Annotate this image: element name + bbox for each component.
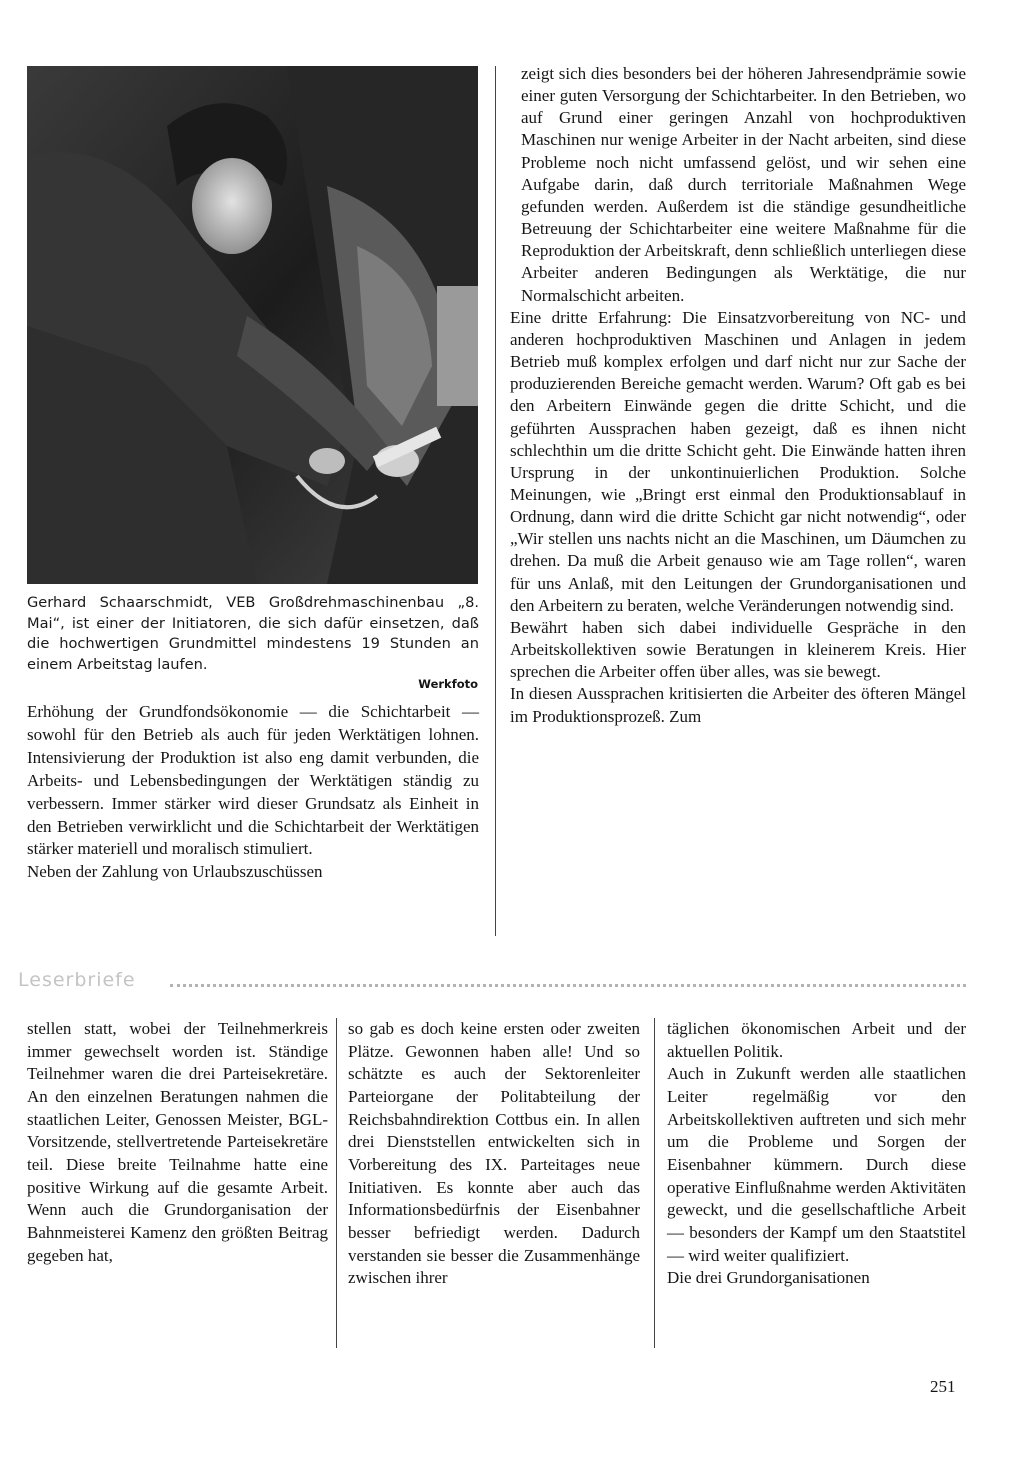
paragraph: Bewährt haben sich dabei individuelle Gespräche in den Arbeitskollektiven sowie Beratungen in kleinerem Kreis. Hier sprechen die Arbeiter offen über alles, was sie bewegt. [510, 617, 966, 682]
photo-caption: Gerhard Schaarschmidt, VEB Großdrehmaschinenbau „8. Mai“, ist einer der Initiatoren, die sich dafür einsetzen, daß die hochwertigen Grundmittel mindestens 19 Stunden an einem Arbeitstag laufen. [27, 594, 479, 673]
letter-column-1 [27, 1018, 328, 1267]
photo-illustration [27, 66, 478, 584]
photo-credit: Werkfoto [418, 677, 478, 691]
paragraph: zeigt sich dies besonders bei der höheren Jahresendprämie sowie einer guten Versorgung der Schichtarbeiter. In den Betrieben, wo auf Grund einer geringen Anzahl von hochproduktiven Maschinen nur wenige Arbeiter in der Nacht arbeiten, sind diese Probleme noch nicht umfassend gelöst, und wir sehen eine Aufgabe darin, daß durch territoriale Maßnahmen Wege gefunden werden. Außerdem ist die ständige gesundheitliche Betreuung der Schichtarbeiter eine weitere Maßnahme für die Reproduktion der Arbeitskraft, denn schließlich unterliegen diese Arbeiter anderen Bedingungen als Werktätige, die nur Normalschicht arbeiten. [521, 64, 966, 305]
article-right-column [510, 63, 966, 728]
column-divider [336, 1018, 337, 1348]
letter-column-2 [348, 1018, 640, 1290]
paragraph: Auch in Zukunft werden alle staatlichen Leiter regelmäßig vor den Arbeitskollektiven auftreten und sich mehr um die Probleme und Sorgen der Eisenbahner kümmern. Durch diese operative Einflußnahme werden Aktivitäten geweckt, und die gesellschaftliche Arbeit — besonders der Kampf um den Staatstitel — wird weiter qualifiziert. [667, 1064, 966, 1265]
paragraph: stellen statt, wobei der Teilnehmerkreis immer gewechselt worden ist. Ständige Teilnehmer waren die drei Parteisekretäre. An den einzelnen Beratungen nahmen die staatlichen Leiter, Genossen Meister, BGL-Vorsitzende, stellvertretende Parteisekretäre teil. Diese breite Teilnahme hatte eine positive Wirkung auf die gesamte Arbeit. Wenn auch die Grundorganisation der Bahnmeisterei Kamenz den größten Beitrag gegeben hat, [27, 1019, 328, 1265]
page-number: 251 [930, 1377, 956, 1396]
paragraph: Erhöhung der Grundfondsökonomie — die Schichtarbeit — sowohl für den Betrieb als auch für jeden Werktätigen lohnen. Intensivierung der Produktion ist also eng damit verbunden, die Arbeits- und Lebensbedingungen der Werktätigen ständig zu verbessern. Immer stärker wird dieser Grundsatz als Einheit in den Betrieben verwirklicht und die Schichtarbeit der Werktätigen stärker materiell und moralisch stimuliert. [27, 702, 479, 859]
paragraph: täglichen ökonomischen Arbeit und der aktuellen Politik. [667, 1019, 966, 1061]
paragraph: In diesen Aussprachen kritisierten die Arbeiter des öfteren Mängel im Produktionsprozeß. Zum [510, 684, 966, 726]
paragraph: so gab es doch keine ersten oder zweiten Plätze. Gewonnen haben alle! Und so schätzte es auch der Sektorenleiter Parteiorgane der Politabteilung der Reichsbahndirektion Cottbus ein. In allen drei Dienststellen entwickelten sich in Vorbereitung des IX. Parteitages neue Initiativen. Es konnte aber auch das Informationsbedürfnis der Eisenbahner besser befriedigt werden. Dadurch verstanden sie besser die Zusammenhänge zwischen ihrer [348, 1019, 640, 1288]
paragraph: Eine dritte Erfahrung: Die Einsatzvorbereitung von NC- und anderen hochproduktiven Maschinen und Anlagen in jedem Betrieb muß komplex erfolgen und darf nicht nur zur Sache der produzierenden Bereiche gemacht werden. Warum? Oft gab es bei den Arbeitern Einwände gegen die dritte Schicht, und die geführten Aussprachen haben gezeigt, daß es ihnen nicht schlechthin um die dritte Schicht geht. Die Einwände hatten ihren Ursprung in der unkontinuierlichen Produktion. Solche Meinungen, wie „Bringt erst einmal den Produktionsablauf in Ordnung, dann wird die dritte Schicht gar nicht notwendig“, oder „Wir stellen uns nachts nicht an die Maschinen, um Däumchen zu drehen. Da muß die Arbeit genauso wie am Tage rollen“, waren für uns Anlaß, mit den Leitungen der Grundorganisationen und den Arbeitern zu beraten, welche Veränderungen notwendig sind. [510, 307, 966, 615]
paragraph: Neben der Zahlung von Urlaubszuschüssen [27, 862, 323, 882]
paragraph: Die drei Grundorganisationen [667, 1268, 870, 1288]
article-left-column [27, 701, 479, 884]
section-rule [170, 984, 966, 987]
section-label: Leserbriefe [18, 969, 136, 991]
photo-worker-at-machine [27, 66, 478, 584]
column-divider [654, 1018, 655, 1348]
column-divider [495, 66, 496, 936]
letter-column-3 [667, 1018, 966, 1290]
